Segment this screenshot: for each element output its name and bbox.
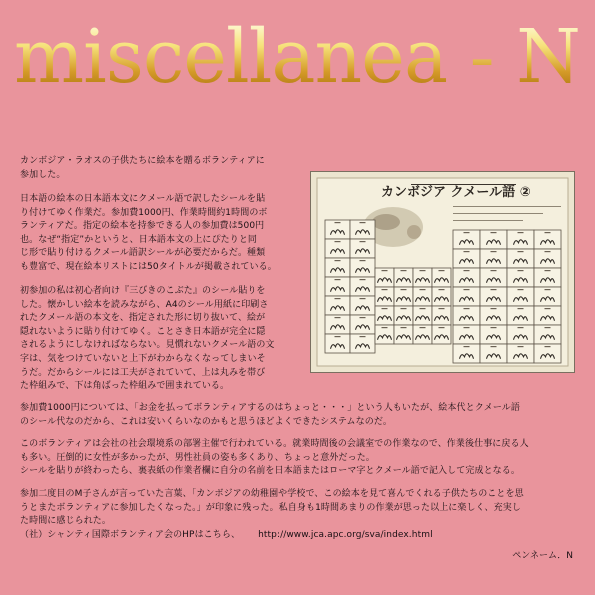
romanization-mark <box>491 346 497 347</box>
romanization-mark <box>439 308 445 309</box>
text-line: ランティアだ。指定の絵本を持参できる人の参加費は500円 <box>20 221 265 232</box>
romanization-mark <box>382 289 388 290</box>
romanization-mark <box>518 308 524 309</box>
romanization-mark <box>360 222 366 223</box>
romanization-mark <box>360 336 366 337</box>
text-line: うだ。だからシールには工夫がされていて、上は丸みを帯び <box>20 367 266 378</box>
romanization-mark <box>545 270 551 271</box>
romanization-mark <box>360 241 366 242</box>
text-line: 也。なぜ“指定”かというと、日本語本文の上にぴたりと同 <box>20 234 258 245</box>
romanization-mark <box>491 308 497 309</box>
text-line: り付けてゆく作業だ。参加費1000円、作業時間約1時間のボ <box>20 207 268 218</box>
romanization-mark <box>401 270 407 271</box>
romanization-mark <box>491 289 497 290</box>
text-line: した。懐かしい絵本を読みながら、A4のシール用紙に印刷さ <box>20 299 269 310</box>
worksheet-heading: カンボジア クメール語 ② <box>381 185 531 200</box>
romanization-mark <box>382 270 388 271</box>
romanization-mark <box>401 289 407 290</box>
text-line: も豊富で、現在絵本リストには50タイトルが掲載されている。 <box>20 261 277 272</box>
romanization-mark <box>464 270 470 271</box>
romanization-mark <box>335 336 341 337</box>
romanization-mark <box>439 327 445 328</box>
romanization-mark <box>464 308 470 309</box>
romanization-mark <box>382 327 388 328</box>
romanization-mark <box>491 251 497 252</box>
masthead <box>0 0 595 150</box>
romanization-mark <box>464 327 470 328</box>
text-line: じ形で貼り付けるクメール語訳シールが必要だからだ。種類 <box>20 248 266 259</box>
text-line: このボランティアは会社の社会環境系の部署主催で行われている。就業時間後の会議室での作業なので、作業後仕事に戻る人 <box>20 439 529 449</box>
intro-paragraph <box>20 155 305 182</box>
text-line: シールを貼りが終わったら、裏表紙の作業者欄に自分の名前を日本語またはローマ字とクメール語で記入して完成となる。 <box>20 466 520 477</box>
text-line: されるようにしなければならない。見慣れないクメール語の文 <box>20 340 275 351</box>
text-line: 日本語の絵本の日本語本文にクメール語で訳したシールを貼 <box>20 194 266 204</box>
text-line: れたクメール語の本文を、指定された形に切り抜いて、絵が <box>20 313 266 324</box>
text-line: のシール代なのだから、これは安いくらいなのかもと思うほどよくできたシステムなのだ。 <box>20 416 393 427</box>
hp-line <box>20 529 580 543</box>
romanization-mark <box>420 289 426 290</box>
romanization-mark <box>335 260 341 261</box>
text-line: た枠組みで、下は角ばった枠組みで囲まれている。 <box>20 381 230 392</box>
romanization-mark <box>545 327 551 328</box>
paragraph-sticker-description <box>20 193 305 275</box>
romanization-mark <box>518 346 524 347</box>
romanization-mark <box>518 232 524 233</box>
romanization-mark <box>360 298 366 299</box>
romanization-mark <box>420 270 426 271</box>
romanization-mark <box>545 289 551 290</box>
romanization-mark <box>401 308 407 309</box>
romanization-mark <box>360 279 366 280</box>
romanization-mark <box>491 327 497 328</box>
text-line: うとまたボランティアに参加したくなった。」が印象に残った。私自身も1時間あまりの作業が思った以上に楽しく、充実し <box>20 502 521 513</box>
paragraph-impression <box>20 488 580 542</box>
romanization-mark <box>401 327 407 328</box>
text-line: 初参加の私は初心者向け『三びきのこぶた』のシール貼りを <box>20 286 266 296</box>
text-line: 字は、気をつけていないと上下がわからなくなってしまいそ <box>20 353 266 364</box>
text-line: た時間に感じられた。 <box>20 516 112 527</box>
romanization-mark <box>420 308 426 309</box>
text-line: 参加費1000円については、「お金を払ってボランティアするのはちょっと・・・」という人もいたが、絵本代とクメール語 <box>20 403 520 413</box>
signature: ペンネーム．N <box>512 551 573 561</box>
romanization-mark <box>360 317 366 318</box>
khmer-worksheet-photo <box>311 172 574 372</box>
romanization-mark <box>464 289 470 290</box>
romanization-mark <box>491 232 497 233</box>
romanization-mark <box>518 289 524 290</box>
romanization-mark <box>420 327 426 328</box>
paragraph-fee <box>20 402 580 429</box>
romanization-mark <box>545 308 551 309</box>
paragraph-first-participation <box>20 285 305 394</box>
romanization-mark <box>464 251 470 252</box>
romanization-mark <box>439 270 445 271</box>
romanization-mark <box>518 251 524 252</box>
romanization-mark <box>518 327 524 328</box>
romanization-mark <box>335 317 341 318</box>
text-line: 隠れないように貼り付けてゆく。ことさき日本語が完全に隠 <box>20 326 266 337</box>
text-line: 参加した。 <box>20 169 66 180</box>
romanization-mark <box>335 222 341 223</box>
text-line: 参加二度目のM子さんが言っていた言葉、「カンボジアの幼稚園や学校で、この絵本を見て喜んでくれる子供たちのことを思 <box>20 489 524 499</box>
romanization-mark <box>360 260 366 261</box>
sva-website-link[interactable]: http://www.jca.apc.org/sva/index.html <box>258 529 433 540</box>
romanization-mark <box>545 346 551 347</box>
romanization-mark <box>518 270 524 271</box>
romanization-mark <box>464 346 470 347</box>
romanization-mark <box>335 279 341 280</box>
romanization-mark <box>335 298 341 299</box>
romanization-mark <box>335 241 341 242</box>
right-sticker-grid <box>453 230 561 363</box>
romanization-mark <box>464 232 470 233</box>
hp-label: （社）シャンティ国際ボランティア会のHPはこちら、 <box>20 529 241 540</box>
romanization-mark <box>545 251 551 252</box>
masthead-title: miscellanea - N <box>14 20 595 94</box>
romanization-mark <box>545 232 551 233</box>
romanization-mark <box>439 289 445 290</box>
romanization-mark <box>491 270 497 271</box>
text-line: カンボジア・ラオスの子供たちに絵本を贈るボランティアに <box>20 156 265 166</box>
romanization-mark <box>382 308 388 309</box>
text-line: も多い。圧倒的に女性が多かったが、男性社員の姿も多くあり、ちょっと意外だった。 <box>20 452 375 463</box>
paragraph-organizer <box>20 438 580 479</box>
